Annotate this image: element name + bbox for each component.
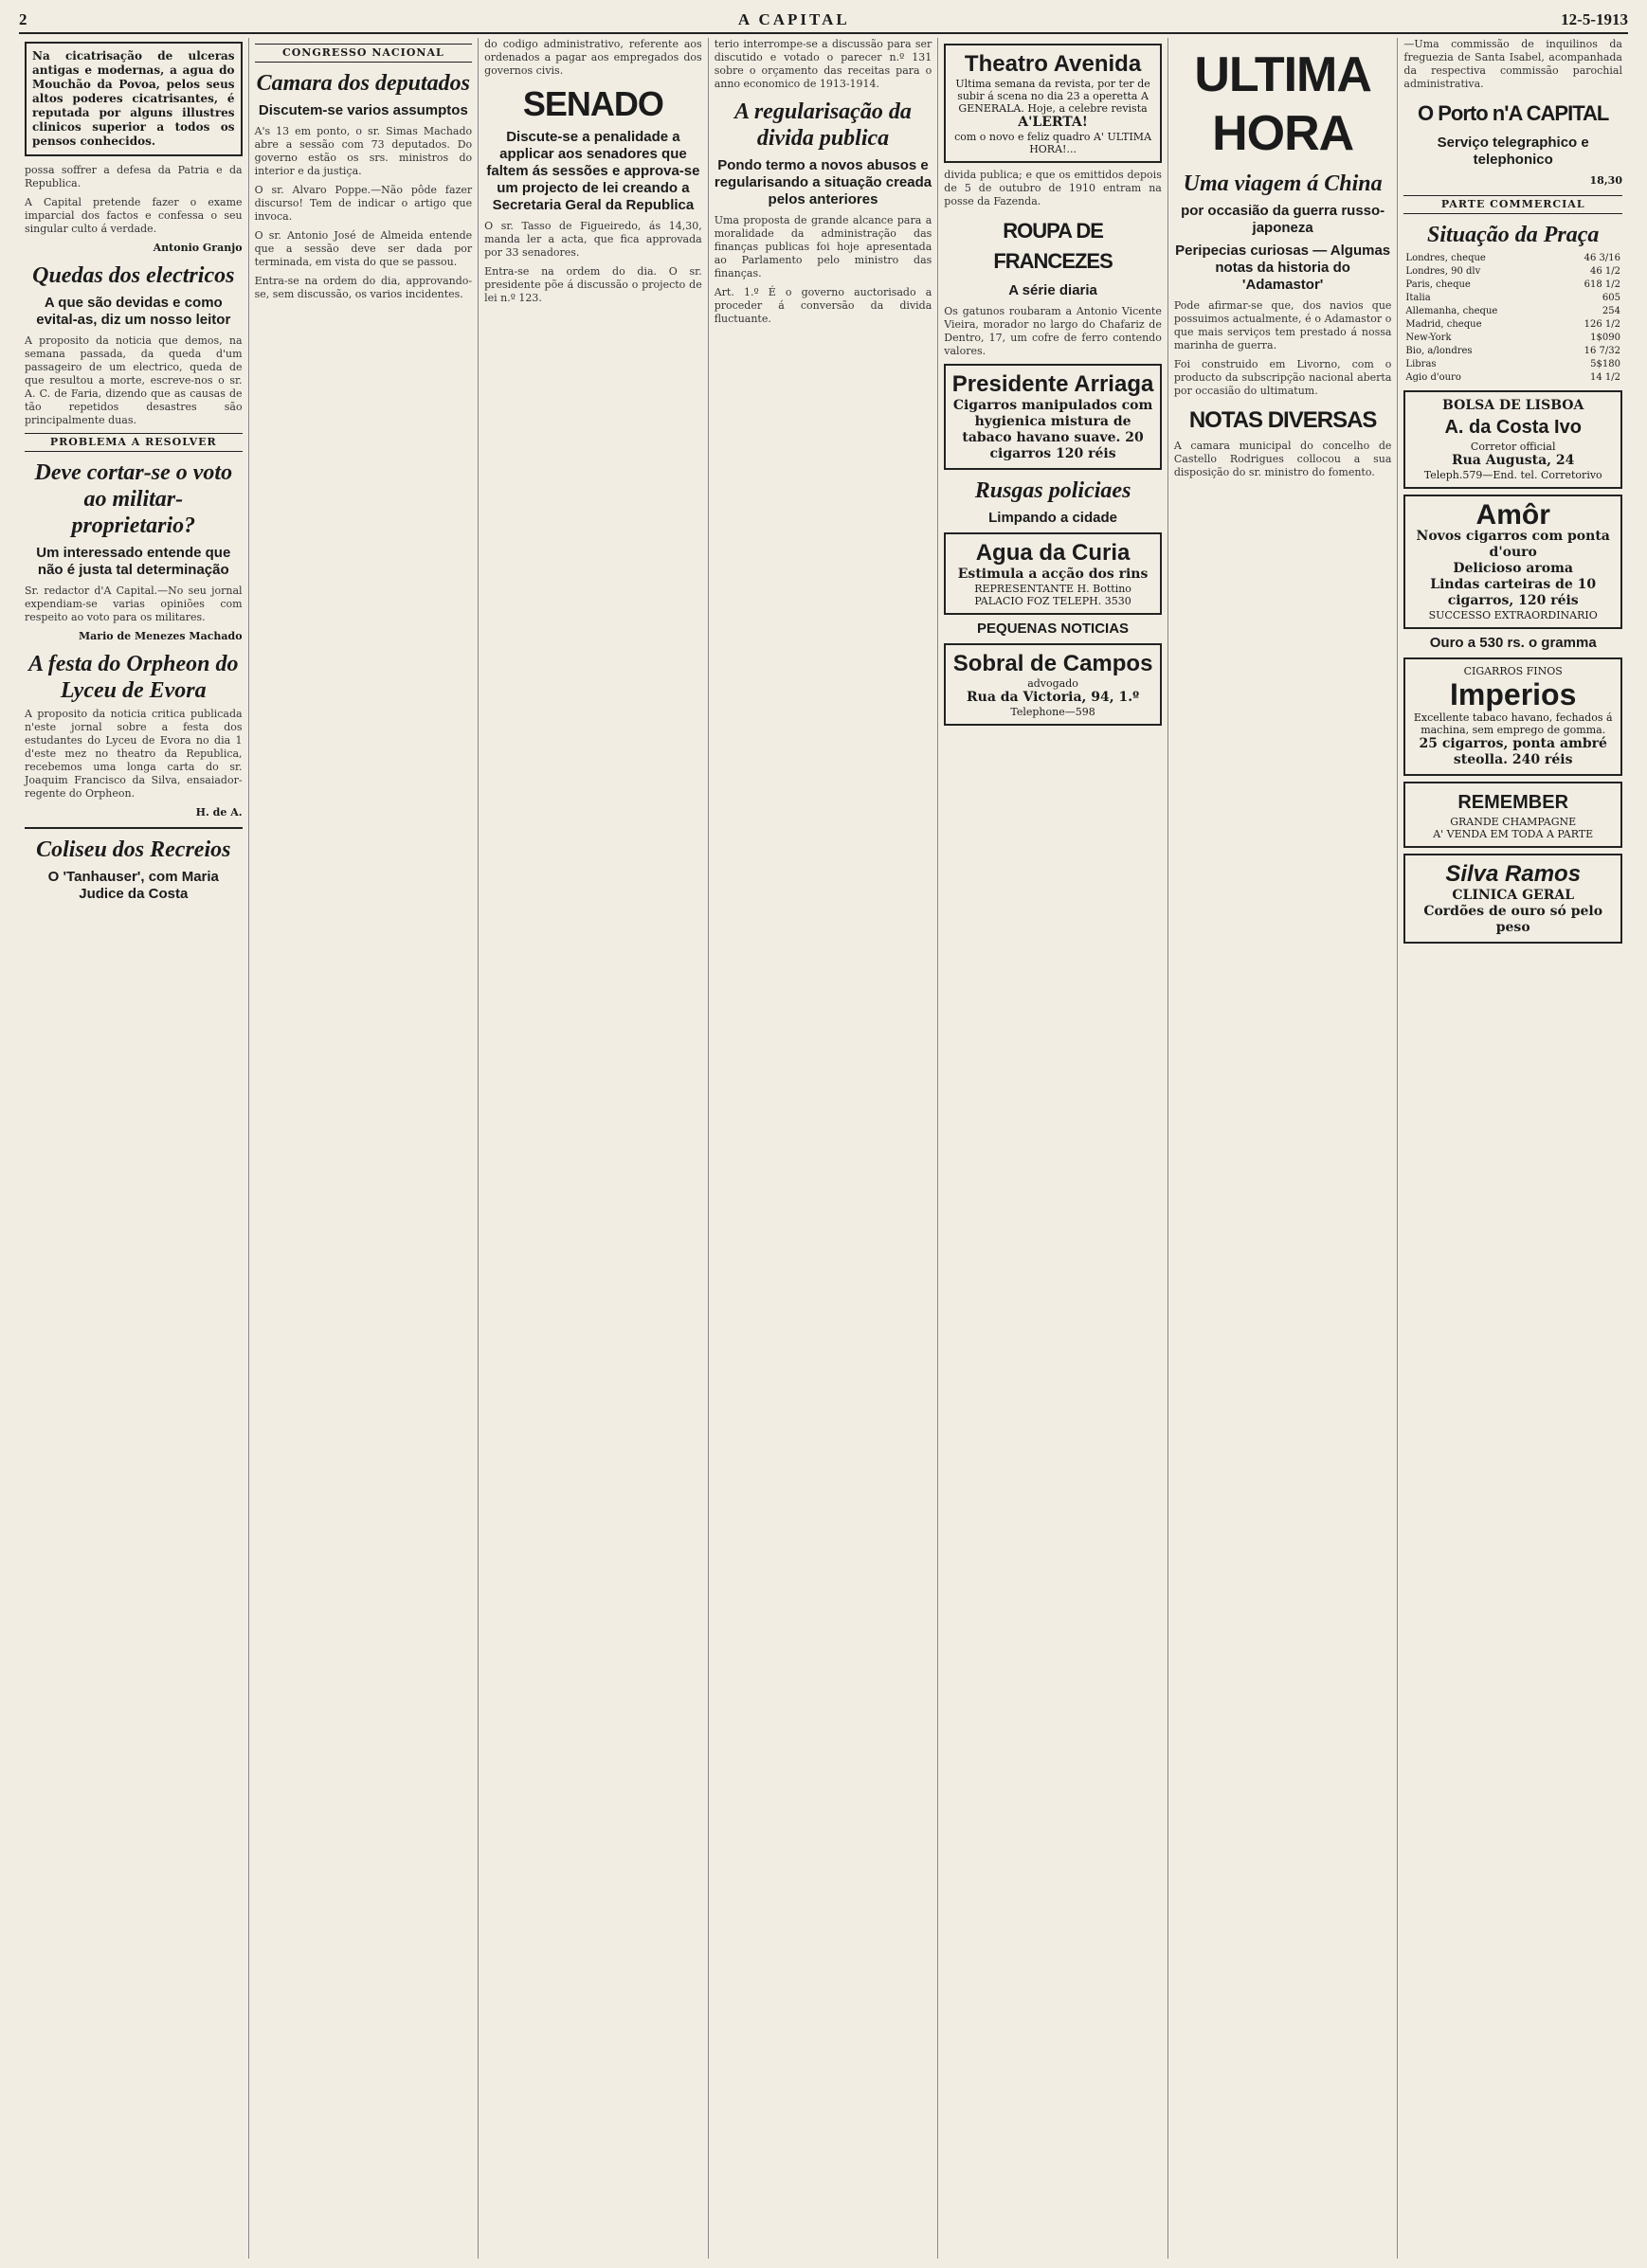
article-headline: Deve cortar-se o voto ao militar-proprietario?	[34, 460, 233, 538]
article-subhead: A que são devidas e como evital-as, diz um nosso leitor	[36, 295, 231, 328]
ad-text: 25 cigarros, ponta ambré steolla. 240 réis	[1419, 736, 1607, 767]
exchange-value: 46 3/16	[1584, 253, 1620, 263]
lawyer-ad	[944, 643, 1162, 726]
exchange-row	[1403, 305, 1622, 318]
ad-text: Teleph.579—End. tel. Corretorivo	[1423, 469, 1602, 481]
ad-title: Sobral de Campos	[952, 651, 1153, 676]
article-headline: A regularisação da divida publica	[734, 99, 912, 151]
theatre-ad	[944, 44, 1162, 163]
section-kicker: PROBLEMA A RESOLVER	[25, 433, 243, 452]
ad-title: Imperios	[1450, 677, 1577, 711]
article-headline: Uma viagem á China	[1183, 171, 1383, 196]
column-6	[1168, 38, 1399, 2259]
article-subhead: Peripecias curiosas — Algumas notas da historia do 'Adamastor'	[1175, 243, 1391, 293]
exchange-name: Londres, 90 dlv	[1405, 266, 1481, 277]
ad-text: Cordões de ouro só pelo peso	[1423, 904, 1603, 935]
exchange-value: 5$180	[1590, 359, 1620, 369]
exchange-row	[1403, 371, 1622, 385]
column-4	[709, 38, 939, 2259]
article-subhead: por occasião da guerra russo-japoneza	[1181, 203, 1385, 236]
divider	[25, 827, 243, 829]
ad-title: Presidente Arriaga	[951, 371, 1154, 397]
exchange-row	[1403, 292, 1622, 305]
ultima-hora-banner: ULTIMA HORA	[1194, 47, 1371, 161]
exchange-table	[1403, 252, 1622, 385]
exchange-name: New-York	[1405, 333, 1452, 343]
ad-title: Amôr	[1475, 499, 1550, 531]
article-text: Os gatunos roubaram a Antonio Vicente Vieira, morador no largo do Chafariz de Dentro, 17, um cofre de ferro contendo valores.	[944, 305, 1162, 357]
article-text: Entra-se na ordem do dia, approvando-se, sem discussão, os varios incidentes.	[254, 275, 473, 300]
exchange-row	[1403, 318, 1622, 332]
ad-kicker: CIGARROS FINOS	[1463, 665, 1563, 677]
exchange-row	[1403, 265, 1622, 279]
ad-text: A' VENDA EM TODA A PARTE	[1433, 828, 1594, 840]
article-signature: Mario de Menezes Machado	[79, 630, 243, 642]
column-2	[249, 38, 480, 2259]
article-subhead: A série diaria	[1008, 282, 1097, 298]
exchange-row	[1403, 345, 1622, 358]
article-subhead: Um interessado entende que não é justa tal determinação	[36, 545, 231, 578]
exchange-value: 618 1/2	[1584, 279, 1620, 290]
column-1	[19, 38, 249, 2259]
exchange-name: Italia	[1405, 293, 1431, 303]
article-text: O sr. Alvaro Poppe.—Não pôde fazer discurso! Tem de indicar o artigo que invoca.	[254, 184, 473, 223]
exchange-name: Londres, cheque	[1405, 253, 1486, 263]
ad-name: A. da Costa Ivo	[1444, 417, 1582, 438]
ad-text: Rua da Victoria, 94, 1.º	[967, 690, 1140, 705]
amor-cigarette-ad	[1403, 495, 1622, 629]
champagne-ad	[1403, 782, 1622, 848]
exchange-value: 16 7/32	[1584, 346, 1620, 356]
article-headline: Camara dos deputados	[256, 71, 471, 96]
article-text: do codigo administrativo, referente aos ordenados a pagar aos empregados dos governos civis.	[484, 38, 702, 77]
exchange-name: Libras	[1405, 359, 1437, 369]
article-text: divida publica; e que os emittidos depois de 5 de outubro de 1910 entram na posse da Fazenda.	[944, 169, 1162, 207]
article-subhead: O 'Tanhauser', com Maria Judice da Costa	[47, 869, 219, 902]
section-headline: PEQUENAS NOTICIAS	[977, 621, 1130, 637]
ad-text: Novos cigarros com ponta d'ouro	[1416, 529, 1610, 560]
exchange-row	[1403, 358, 1622, 371]
exchange-value: 1$090	[1590, 333, 1620, 343]
article-text: Uma proposta de grande alcance para a moralidade da administração das finanças publicas foi hoje apresentada ao Parlamento pelo ministro das finanças.	[714, 214, 932, 279]
article-signature: H. de A.	[195, 806, 243, 819]
article-text: A's 13 em ponto, o sr. Simas Machado abre a sessão com 73 deputados. Do governo estão os srs. ministros do interior e da justiça.	[254, 125, 473, 177]
article-subhead: Discutem-se varios assumptos	[258, 102, 468, 118]
ad-text: Corretor official	[1470, 441, 1556, 453]
exchange-value: 605	[1602, 293, 1620, 303]
article-text: O sr. Antonio José de Almeida entende que a sessão deve ser dada por terminada, em vista do que se passou.	[254, 229, 473, 268]
ad-title: BOLSA DE LISBOA	[1442, 398, 1584, 413]
column-5	[938, 38, 1168, 2259]
exchange-name: Agio d'ouro	[1405, 372, 1461, 383]
exchange-value: 254	[1602, 306, 1620, 316]
article-text: A camara municipal do concelho de Castello Rodrigues collocou a sua disposição do sr. ministro do fomento.	[1173, 440, 1392, 478]
article-headline: Situação da Praça	[1427, 223, 1600, 247]
ad-text: Rua Augusta, 24	[1451, 453, 1575, 468]
page-columns	[19, 38, 1628, 2259]
article-headline: O Porto n'A CAPITAL	[1418, 101, 1609, 125]
article-text: A proposito da noticia critica publicada n'este jornal sobre a festa dos estudantes do Lyceu de Evora no dia 1 d'este mez no theatro da Republica, recebemos uma longa carta do sr. Joaquim Francisco da Silva, ensaiador-regente do Orpheon.	[25, 708, 243, 800]
article-subhead: Serviço telegraphico e telephonico	[1437, 135, 1589, 168]
issue-date: 12-5-1913	[1561, 10, 1628, 28]
article-text: A proposito da noticia que demos, na semana passada, da queda d'um passageiro de um electrico, queda de que resultou a morte, escreve-nos o sr. A. C. de Faria, dizendo que as causas de tão repetidos desastres são principalmente duas.	[25, 334, 243, 426]
article-headline: Rusgas policiaes	[974, 478, 1131, 503]
article-text: Pode afirmar-se que, dos navios que possuimos actualmente, é o Adamastor o que mais serviços tem prestado á nossa marinha de guerra.	[1173, 299, 1392, 351]
ad-text: Estimula a acção dos rins	[957, 567, 1149, 582]
ad-text: GRANDE CHAMPAGNE	[1450, 816, 1577, 828]
exchange-value: 126 1/2	[1584, 319, 1620, 330]
exchange-name: Bio, a/londres	[1405, 346, 1473, 356]
exchange-row	[1403, 332, 1622, 345]
exchange-value: 14 1/2	[1589, 372, 1620, 383]
doctor-ad	[1403, 854, 1622, 944]
ad-highlight: A'LERTA!	[1018, 115, 1088, 130]
ad-text: Delicioso aroma	[1453, 561, 1574, 576]
column-7	[1398, 38, 1628, 2259]
article-headline: SENADO	[522, 84, 663, 123]
exchange-name: Madrid, cheque	[1405, 319, 1482, 330]
article-signature: Antonio Granjo	[153, 242, 243, 254]
ad-text: CLINICA GERAL	[1452, 888, 1575, 903]
exchange-name: Allemanha, cheque	[1405, 306, 1498, 316]
exchange-row	[1403, 279, 1622, 292]
newspaper-title: A CAPITAL	[737, 10, 850, 28]
ad-title: Agua da Curia	[975, 540, 1131, 566]
article-subhead: Discute-se a penalidade a applicar aos senadores que faltem ás sessões e approva-se um projecto de lei creando a Secretaria Geral da Republica	[486, 129, 700, 213]
ad-text: SUCCESSO EXTRAORDINARIO	[1428, 609, 1598, 621]
article-text: A Capital pretende fazer o exame imparcial dos factos e confessa o seu singular culto á verdade.	[25, 196, 243, 235]
article-text: terio interrompe-se a discussão para ser discutido e votado o parecer n.º 131 sobre o orçamento das receitas para o anno economico de 1913-1914.	[714, 38, 932, 90]
article-subhead: Pondo termo a novos abusos e regularisando a situação creada pelos anteriores	[714, 157, 932, 207]
imperios-cigarette-ad	[1403, 657, 1622, 776]
article-headline: Quedas dos electricos	[32, 263, 235, 288]
ad-text: REPRESENTANTE H. Bottino	[974, 583, 1131, 595]
article-headline: Coliseu dos Recreios	[36, 837, 231, 862]
ad-title: REMEMBER	[1457, 792, 1569, 813]
ad-text: PALACIO FOZ TELEPH. 3530	[974, 595, 1131, 607]
ad-title: Theatro Avenida	[964, 51, 1142, 77]
article-text: Foi construido em Livorno, com o producto da subscripção nacional aberta por occasião do ultimatum.	[1173, 358, 1392, 397]
dispatch-time: 18,30	[1589, 174, 1622, 187]
article-text: O sr. Tasso de Figueiredo, ás 14,30, manda ler a acta, que fica approvada por 33 senadores.	[484, 220, 702, 259]
ad-title: Silva Ramos	[1445, 861, 1582, 887]
article-text: Art. 1.º É o governo auctorisado a proceder á conversão da divida fluctuante.	[714, 286, 932, 325]
column-3	[479, 38, 709, 2259]
ad-text: Ultima semana da revista, por ter de subir á scena no dia 23 a operetta A GENERALA. Hoje, a celebre revista	[955, 78, 1150, 115]
ad-text: Telephone—598	[1010, 706, 1095, 718]
cigarette-ad	[944, 364, 1162, 470]
article-headline: NOTAS DIVERSAS	[1188, 407, 1377, 433]
article-text: Sr. redactor d'A Capital.—No seu jornal expendiam-se varias opiniões com respeito ao voto para os militares.	[25, 585, 243, 623]
article-text: —Uma commissão de inquilinos da freguezia de Santa Isabel, acompanhada da respectiva commissão parochial administrativa.	[1403, 38, 1622, 90]
exchange-name: Paris, cheque	[1405, 279, 1471, 290]
exchange-value: 46 1/2	[1589, 266, 1620, 277]
broker-ad	[1403, 390, 1622, 489]
section-kicker: PARTE COMMERCIAL	[1403, 195, 1622, 214]
ad-text: advogado	[1027, 677, 1078, 690]
water-ad	[944, 532, 1162, 615]
page-number: 2	[19, 10, 27, 28]
gold-ad: Ouro a 530 rs. o gramma	[1429, 635, 1597, 651]
exchange-row	[1403, 252, 1622, 265]
mouchao-notice: Na cicatrisação de ulceras antigas e modernas, a agua do Mouchão da Povoa, pelos seus altos poderes cicatrisantes, é reputada por alguns illustres clinicos superior a todos os pensos conhecidos.	[25, 42, 243, 156]
masthead	[19, 8, 1628, 34]
ad-text: com o novo e feliz quadro A' ULTIMA HORA!...	[954, 131, 1152, 155]
ad-text: Lindas carteiras de 10 cigarros, 120 réis	[1430, 577, 1597, 608]
section-kicker: CONGRESSO NACIONAL	[255, 44, 473, 63]
article-headline: A festa do Orpheon do Lyceu de Evora	[28, 652, 239, 703]
article-headline: ROUPA DE FRANCEZES	[993, 219, 1113, 273]
article-subhead: Limpando a cidade	[988, 510, 1117, 526]
article-text: possa soffrer a defesa da Patria e da Republica.	[25, 164, 243, 189]
ad-text: Excellente tabaco havano, fechados á machina, sem emprego de gomma.	[1413, 711, 1613, 736]
article-text: Entra-se na ordem do dia. O sr. presidente põe á discussão o projecto de lei n.º 123.	[484, 265, 702, 304]
ad-text: Cigarros manipulados com hygienica mistura de tabaco havano suave. 20 cigarros 120 réis	[952, 398, 1153, 461]
